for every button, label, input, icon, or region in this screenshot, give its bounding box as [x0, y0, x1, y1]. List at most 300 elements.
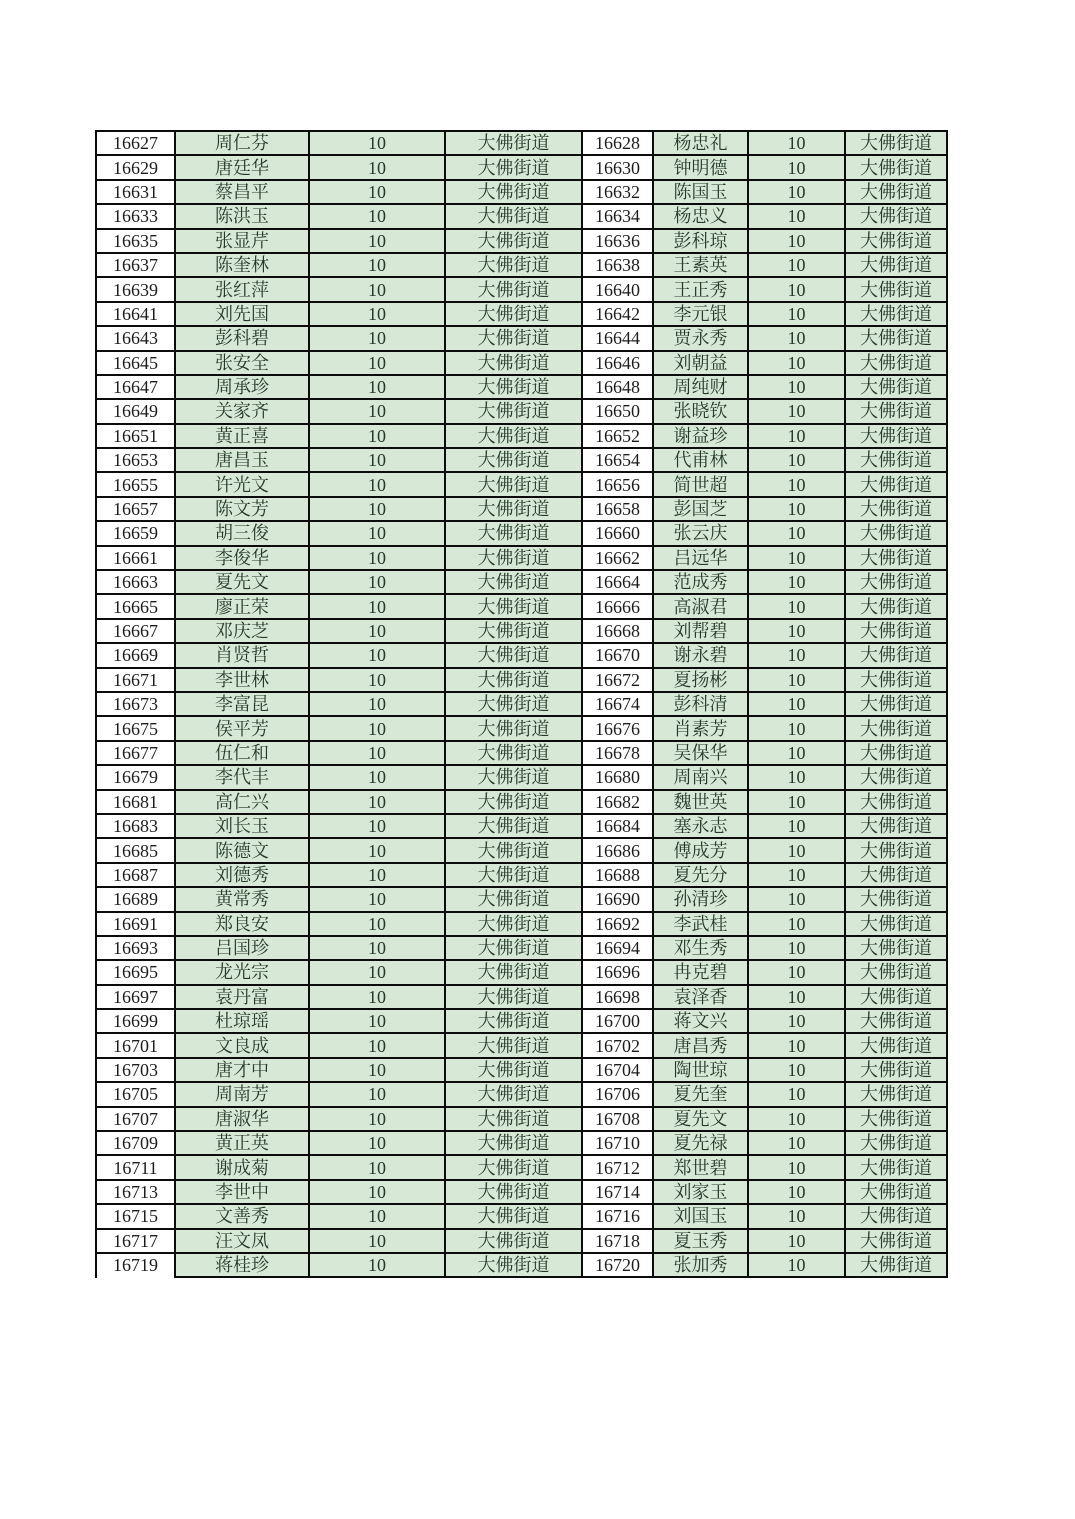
score-cell: 10: [309, 838, 445, 862]
name-cell: 黄正英: [175, 1131, 309, 1155]
district-cell: 大佛街道: [845, 741, 947, 765]
name-cell: 唐昌玉: [175, 448, 309, 472]
score-cell: 10: [309, 351, 445, 375]
table-row: [96, 643, 947, 667]
name-cell: 陈奎林: [175, 253, 309, 277]
table-row: [96, 497, 947, 521]
score-cell: 10: [748, 448, 845, 472]
district-cell: 大佛街道: [845, 180, 947, 204]
id-cell: 16653: [96, 448, 175, 472]
table-row: [96, 790, 947, 814]
name-cell: 许光文: [175, 472, 309, 496]
score-cell: 10: [748, 253, 845, 277]
id-cell: 16675: [96, 716, 175, 740]
name-cell: 谢益珍: [653, 424, 748, 448]
name-cell: 袁泽香: [653, 985, 748, 1009]
id-cell: 16685: [96, 838, 175, 862]
name-cell: 张显芹: [175, 229, 309, 253]
score-cell: 10: [748, 472, 845, 496]
score-cell: 10: [309, 302, 445, 326]
id-cell: 16692: [582, 912, 653, 936]
district-cell: 大佛街道: [445, 912, 582, 936]
name-cell: 刘帮碧: [653, 619, 748, 643]
name-cell: 郑世碧: [653, 1155, 748, 1179]
district-cell: 大佛街道: [445, 741, 582, 765]
district-cell: 大佛街道: [845, 155, 947, 179]
table-row: [96, 472, 947, 496]
district-cell: 大佛街道: [845, 277, 947, 301]
id-cell: 16719: [96, 1253, 175, 1277]
district-cell: 大佛街道: [445, 424, 582, 448]
id-cell: 16706: [582, 1082, 653, 1106]
score-cell: 10: [748, 180, 845, 204]
score-cell: 10: [309, 741, 445, 765]
table-row: [96, 814, 947, 838]
district-cell: 大佛街道: [845, 424, 947, 448]
name-cell: 张加秀: [653, 1253, 748, 1277]
id-cell: 16712: [582, 1155, 653, 1179]
name-cell: 魏世英: [653, 790, 748, 814]
id-cell: 16709: [96, 1131, 175, 1155]
name-cell: 唐昌秀: [653, 1033, 748, 1057]
id-cell: 16697: [96, 985, 175, 1009]
name-cell: 陈德文: [175, 838, 309, 862]
id-cell: 16714: [582, 1180, 653, 1204]
district-cell: 大佛街道: [445, 863, 582, 887]
district-cell: 大佛街道: [845, 1204, 947, 1228]
district-cell: 大佛街道: [845, 1107, 947, 1131]
district-cell: 大佛街道: [845, 229, 947, 253]
district-cell: 大佛街道: [445, 1107, 582, 1131]
district-cell: 大佛街道: [845, 716, 947, 740]
id-cell: 16717: [96, 1229, 175, 1253]
name-cell: 彭国芝: [653, 497, 748, 521]
name-cell: 周纯财: [653, 375, 748, 399]
name-cell: 彭科琼: [653, 229, 748, 253]
name-cell: 关家齐: [175, 399, 309, 423]
score-cell: 10: [309, 1058, 445, 1082]
id-cell: 16684: [582, 814, 653, 838]
table-row: [96, 424, 947, 448]
table-row: [96, 1229, 947, 1253]
district-cell: 大佛街道: [845, 1253, 947, 1277]
id-cell: 16668: [582, 619, 653, 643]
id-cell: 16652: [582, 424, 653, 448]
score-cell: 10: [748, 960, 845, 984]
name-cell: 杨忠义: [653, 204, 748, 228]
score-cell: 10: [309, 985, 445, 1009]
table-row: [96, 277, 947, 301]
table-row: [96, 253, 947, 277]
id-cell: 16664: [582, 570, 653, 594]
name-cell: 刘国玉: [653, 1204, 748, 1228]
name-cell: 胡三俊: [175, 521, 309, 545]
district-cell: 大佛街道: [845, 399, 947, 423]
id-cell: 16679: [96, 765, 175, 789]
district-cell: 大佛街道: [845, 302, 947, 326]
score-cell: 10: [748, 716, 845, 740]
score-cell: 10: [748, 204, 845, 228]
score-cell: 10: [309, 1204, 445, 1228]
name-cell: 龙光宗: [175, 960, 309, 984]
score-cell: 10: [748, 521, 845, 545]
id-cell: 16635: [96, 229, 175, 253]
score-cell: 10: [748, 594, 845, 618]
score-cell: 10: [748, 1082, 845, 1106]
score-cell: 10: [309, 521, 445, 545]
id-cell: 16661: [96, 546, 175, 570]
id-cell: 16720: [582, 1253, 653, 1277]
name-cell: 李武桂: [653, 912, 748, 936]
table-row: [96, 155, 947, 179]
name-cell: 黄正喜: [175, 424, 309, 448]
score-cell: 10: [309, 472, 445, 496]
score-cell: 10: [309, 229, 445, 253]
name-cell: 陈洪玉: [175, 204, 309, 228]
name-cell: 李富昆: [175, 692, 309, 716]
id-cell: 16676: [582, 716, 653, 740]
roster-table-container: [95, 130, 948, 1278]
district-cell: 大佛街道: [445, 765, 582, 789]
id-cell: 16704: [582, 1058, 653, 1082]
name-cell: 郑良安: [175, 912, 309, 936]
id-cell: 16718: [582, 1229, 653, 1253]
district-cell: 大佛街道: [445, 180, 582, 204]
id-cell: 16705: [96, 1082, 175, 1106]
score-cell: 10: [748, 1155, 845, 1179]
district-cell: 大佛街道: [845, 765, 947, 789]
score-cell: 10: [309, 448, 445, 472]
id-cell: 16674: [582, 692, 653, 716]
table-row: [96, 863, 947, 887]
district-cell: 大佛街道: [445, 131, 582, 155]
name-cell: 陶世琼: [653, 1058, 748, 1082]
id-cell: 16639: [96, 277, 175, 301]
district-cell: 大佛街道: [445, 985, 582, 1009]
table-row: [96, 838, 947, 862]
table-row: [96, 546, 947, 570]
score-cell: 10: [309, 1155, 445, 1179]
score-cell: 10: [748, 692, 845, 716]
district-cell: 大佛街道: [445, 643, 582, 667]
id-cell: 16716: [582, 1204, 653, 1228]
name-cell: 冉克碧: [653, 960, 748, 984]
id-cell: 16711: [96, 1155, 175, 1179]
table-row: [96, 985, 947, 1009]
id-cell: 16657: [96, 497, 175, 521]
name-cell: 李世中: [175, 1180, 309, 1204]
name-cell: 夏先文: [653, 1107, 748, 1131]
id-cell: 16654: [582, 448, 653, 472]
district-cell: 大佛街道: [445, 1204, 582, 1228]
score-cell: 10: [309, 399, 445, 423]
score-cell: 10: [309, 863, 445, 887]
score-cell: 10: [309, 765, 445, 789]
table-row: [96, 936, 947, 960]
district-cell: 大佛街道: [845, 204, 947, 228]
name-cell: 邓庆芝: [175, 619, 309, 643]
district-cell: 大佛街道: [445, 594, 582, 618]
district-cell: 大佛街道: [845, 936, 947, 960]
district-cell: 大佛街道: [445, 887, 582, 911]
score-cell: 10: [748, 814, 845, 838]
name-cell: 蒋文兴: [653, 1009, 748, 1033]
district-cell: 大佛街道: [445, 155, 582, 179]
id-cell: 16648: [582, 375, 653, 399]
name-cell: 简世超: [653, 472, 748, 496]
score-cell: 10: [748, 546, 845, 570]
district-cell: 大佛街道: [845, 1180, 947, 1204]
district-cell: 大佛街道: [445, 1058, 582, 1082]
id-cell: 16682: [582, 790, 653, 814]
district-cell: 大佛街道: [445, 302, 582, 326]
score-cell: 10: [309, 424, 445, 448]
id-cell: 16703: [96, 1058, 175, 1082]
name-cell: 刘长玉: [175, 814, 309, 838]
name-cell: 袁丹富: [175, 985, 309, 1009]
table-row: [96, 1180, 947, 1204]
score-cell: 10: [748, 351, 845, 375]
name-cell: 夏先奎: [653, 1082, 748, 1106]
name-cell: 唐淑华: [175, 1107, 309, 1131]
name-cell: 张安全: [175, 351, 309, 375]
score-cell: 10: [748, 155, 845, 179]
name-cell: 陈文芳: [175, 497, 309, 521]
score-cell: 10: [748, 741, 845, 765]
name-cell: 钟明德: [653, 155, 748, 179]
id-cell: 16630: [582, 155, 653, 179]
name-cell: 张红萍: [175, 277, 309, 301]
district-cell: 大佛街道: [845, 1229, 947, 1253]
name-cell: 蒋桂珍: [175, 1253, 309, 1277]
district-cell: 大佛街道: [445, 619, 582, 643]
district-cell: 大佛街道: [445, 351, 582, 375]
id-cell: 16650: [582, 399, 653, 423]
name-cell: 范成秀: [653, 570, 748, 594]
score-cell: 10: [748, 497, 845, 521]
id-cell: 16643: [96, 326, 175, 350]
name-cell: 代甫林: [653, 448, 748, 472]
score-cell: 10: [748, 985, 845, 1009]
district-cell: 大佛街道: [445, 497, 582, 521]
score-cell: 10: [309, 619, 445, 643]
name-cell: 侯平芳: [175, 716, 309, 740]
score-cell: 10: [748, 1180, 845, 1204]
id-cell: 16696: [582, 960, 653, 984]
district-cell: 大佛街道: [445, 1131, 582, 1155]
district-cell: 大佛街道: [445, 692, 582, 716]
id-cell: 16699: [96, 1009, 175, 1033]
score-cell: 10: [309, 643, 445, 667]
table-row: [96, 229, 947, 253]
district-cell: 大佛街道: [845, 863, 947, 887]
name-cell: 夏扬彬: [653, 668, 748, 692]
name-cell: 黄常秀: [175, 887, 309, 911]
score-cell: 10: [309, 936, 445, 960]
name-cell: 文善秀: [175, 1204, 309, 1228]
name-cell: 高仁兴: [175, 790, 309, 814]
score-cell: 10: [748, 326, 845, 350]
score-cell: 10: [309, 1131, 445, 1155]
id-cell: 16673: [96, 692, 175, 716]
district-cell: 大佛街道: [845, 643, 947, 667]
score-cell: 10: [309, 594, 445, 618]
name-cell: 刘朝益: [653, 351, 748, 375]
table-row: [96, 1107, 947, 1131]
id-cell: 16629: [96, 155, 175, 179]
id-cell: 16633: [96, 204, 175, 228]
id-cell: 16659: [96, 521, 175, 545]
name-cell: 彭科清: [653, 692, 748, 716]
district-cell: 大佛街道: [845, 692, 947, 716]
score-cell: 10: [748, 887, 845, 911]
district-cell: 大佛街道: [445, 1082, 582, 1106]
id-cell: 16683: [96, 814, 175, 838]
id-cell: 16646: [582, 351, 653, 375]
district-cell: 大佛街道: [445, 790, 582, 814]
name-cell: 唐廷华: [175, 155, 309, 179]
district-cell: 大佛街道: [845, 497, 947, 521]
name-cell: 陈国玉: [653, 180, 748, 204]
score-cell: 10: [748, 668, 845, 692]
score-cell: 10: [309, 253, 445, 277]
id-cell: 16690: [582, 887, 653, 911]
name-cell: 吕国珍: [175, 936, 309, 960]
table-row: [96, 375, 947, 399]
score-cell: 10: [748, 1009, 845, 1033]
id-cell: 16678: [582, 741, 653, 765]
name-cell: 张云庆: [653, 521, 748, 545]
district-cell: 大佛街道: [845, 912, 947, 936]
district-cell: 大佛街道: [845, 1033, 947, 1057]
score-cell: 10: [748, 1253, 845, 1277]
id-cell: 16689: [96, 887, 175, 911]
district-cell: 大佛街道: [845, 960, 947, 984]
id-cell: 16710: [582, 1131, 653, 1155]
score-cell: 10: [309, 497, 445, 521]
id-cell: 16642: [582, 302, 653, 326]
district-cell: 大佛街道: [445, 1229, 582, 1253]
id-cell: 16713: [96, 1180, 175, 1204]
score-cell: 10: [309, 1229, 445, 1253]
id-cell: 16681: [96, 790, 175, 814]
score-cell: 10: [309, 1082, 445, 1106]
district-cell: 大佛街道: [845, 1131, 947, 1155]
district-cell: 大佛街道: [845, 326, 947, 350]
district-cell: 大佛街道: [445, 1180, 582, 1204]
district-cell: 大佛街道: [845, 546, 947, 570]
district-cell: 大佛街道: [445, 838, 582, 862]
table-row: [96, 180, 947, 204]
name-cell: 肖贤哲: [175, 643, 309, 667]
name-cell: 唐才中: [175, 1058, 309, 1082]
table-row: [96, 1082, 947, 1106]
score-cell: 10: [748, 424, 845, 448]
id-cell: 16698: [582, 985, 653, 1009]
district-cell: 大佛街道: [445, 570, 582, 594]
id-cell: 16672: [582, 668, 653, 692]
district-cell: 大佛街道: [445, 814, 582, 838]
table-row: [96, 326, 947, 350]
id-cell: 16669: [96, 643, 175, 667]
district-cell: 大佛街道: [445, 204, 582, 228]
id-cell: 16663: [96, 570, 175, 594]
score-cell: 10: [748, 790, 845, 814]
id-cell: 16637: [96, 253, 175, 277]
table-row: [96, 399, 947, 423]
score-cell: 10: [309, 204, 445, 228]
roster-table-body: [96, 131, 947, 1277]
table-row: [96, 1058, 947, 1082]
name-cell: 夏玉秀: [653, 1229, 748, 1253]
score-cell: 10: [309, 1107, 445, 1131]
district-cell: 大佛街道: [445, 668, 582, 692]
district-cell: 大佛街道: [845, 790, 947, 814]
district-cell: 大佛街道: [445, 277, 582, 301]
name-cell: 吕远华: [653, 546, 748, 570]
name-cell: 周南兴: [653, 765, 748, 789]
name-cell: 吴保华: [653, 741, 748, 765]
table-row: [96, 1009, 947, 1033]
score-cell: 10: [309, 131, 445, 155]
name-cell: 李世林: [175, 668, 309, 692]
table-row: [96, 619, 947, 643]
score-cell: 10: [748, 302, 845, 326]
id-cell: 16707: [96, 1107, 175, 1131]
district-cell: 大佛街道: [845, 521, 947, 545]
score-cell: 10: [748, 765, 845, 789]
district-cell: 大佛街道: [445, 399, 582, 423]
id-cell: 16677: [96, 741, 175, 765]
name-cell: 谢永碧: [653, 643, 748, 667]
district-cell: 大佛街道: [445, 546, 582, 570]
score-cell: 10: [748, 399, 845, 423]
district-cell: 大佛街道: [445, 229, 582, 253]
table-row: [96, 570, 947, 594]
name-cell: 文良成: [175, 1033, 309, 1057]
table-row: [96, 741, 947, 765]
district-cell: 大佛街道: [845, 1082, 947, 1106]
district-cell: 大佛街道: [845, 814, 947, 838]
id-cell: 16680: [582, 765, 653, 789]
table-row: [96, 960, 947, 984]
id-cell: 16702: [582, 1033, 653, 1057]
score-cell: 10: [748, 1204, 845, 1228]
score-cell: 10: [748, 1033, 845, 1057]
id-cell: 16670: [582, 643, 653, 667]
id-cell: 16627: [96, 131, 175, 155]
id-cell: 16651: [96, 424, 175, 448]
score-cell: 10: [748, 1229, 845, 1253]
id-cell: 16655: [96, 472, 175, 496]
table-row: [96, 765, 947, 789]
roster-table: [95, 130, 948, 1278]
district-cell: 大佛街道: [445, 253, 582, 277]
table-row: [96, 668, 947, 692]
name-cell: 李元银: [653, 302, 748, 326]
score-cell: 10: [309, 668, 445, 692]
id-cell: 16686: [582, 838, 653, 862]
score-cell: 10: [309, 1009, 445, 1033]
name-cell: 孙清珍: [653, 887, 748, 911]
id-cell: 16649: [96, 399, 175, 423]
name-cell: 周承珍: [175, 375, 309, 399]
score-cell: 10: [748, 912, 845, 936]
table-row: [96, 1033, 947, 1057]
district-cell: 大佛街道: [845, 887, 947, 911]
table-row: [96, 716, 947, 740]
id-cell: 16641: [96, 302, 175, 326]
